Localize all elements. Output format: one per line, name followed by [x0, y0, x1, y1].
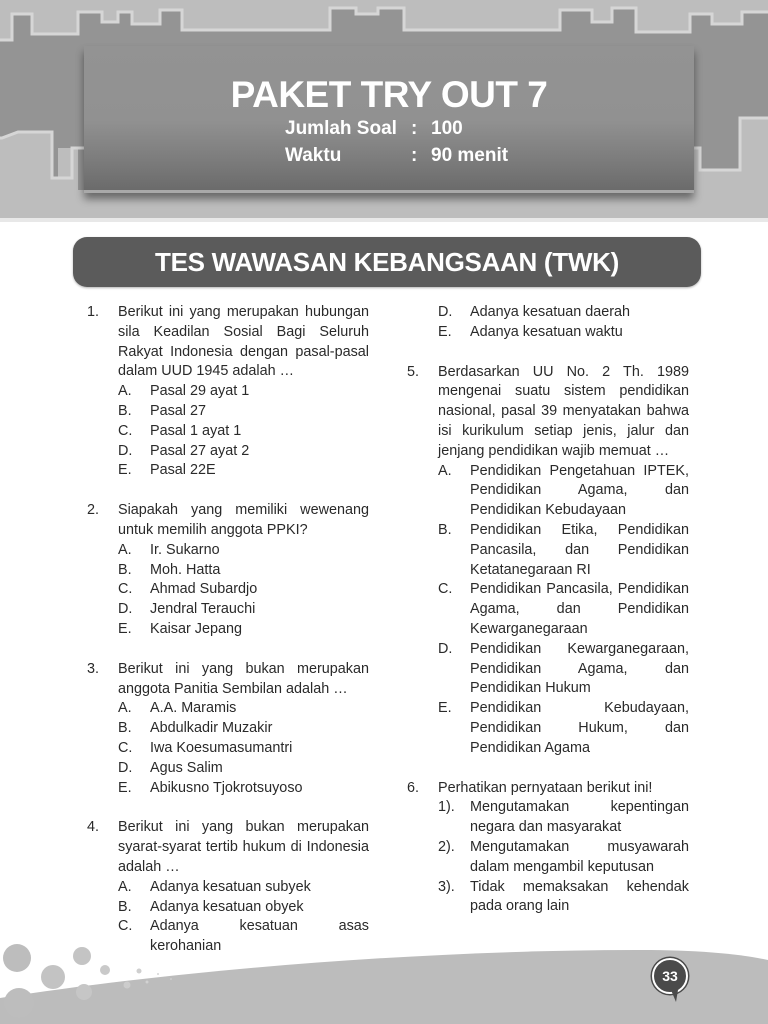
option-text: Iwa Koesumasumantri: [150, 739, 293, 756]
question-text: Perhatikan pernyataan berikut ini!: [438, 779, 653, 796]
option-letter: C.: [118, 739, 133, 756]
option-letter: A.: [118, 541, 132, 558]
question-1: [87, 303, 369, 481]
option-letter: D.: [118, 601, 133, 618]
statement-number: 1).: [438, 799, 455, 816]
option-b: [118, 561, 369, 581]
option-list: [118, 382, 369, 481]
question-5: [407, 363, 689, 759]
statement-3: [438, 878, 689, 918]
option-text: Adanya kesatuan waktu: [470, 323, 623, 340]
option-text: Pasal 27 ayat 2: [150, 442, 250, 459]
option-d: [118, 442, 369, 462]
option-letter: D.: [118, 442, 133, 459]
option-d: [118, 759, 369, 779]
info-row-duration: [285, 145, 508, 172]
option-text: Adanya kesatuan asas kerohanian: [150, 918, 369, 955]
option-b: [118, 898, 369, 918]
option-b: [118, 719, 369, 739]
option-text: Pendidikan Kebudayaan, Pendidikan Hukum, dan Pendidikan Agama: [470, 700, 689, 756]
question-text: Berdasarkan UU No. 2 Th. 1989 mengenai suatu sistem pendidikan nasional, pasal 39 menyatakan bahwa isi kurikulum setiap jenis, jalur dan jenjang pendidikan wajib memuat …: [438, 363, 689, 459]
option-letter: B.: [438, 521, 452, 538]
option-a: [118, 382, 369, 402]
option-letter: B.: [118, 898, 132, 915]
info-value: 100: [431, 118, 463, 139]
option-text: Adanya kesatuan subyek: [150, 878, 311, 895]
option-text: Ahmad Subardjo: [150, 581, 258, 598]
option-letter: E.: [118, 779, 132, 796]
option-letter: D.: [438, 640, 453, 657]
option-letter: B.: [118, 720, 132, 737]
question-2: [87, 501, 369, 640]
statement-number: 2).: [438, 838, 455, 855]
statement-1: [438, 798, 689, 838]
option-letter: A.: [118, 878, 132, 895]
statement-text: Mengutamakan kepentingan negara dan masyarakat: [470, 799, 689, 836]
right-column: [407, 303, 689, 937]
option-c: [118, 580, 369, 600]
option-letter: B.: [118, 561, 132, 578]
option-letter: E.: [438, 323, 452, 340]
info-colon: :: [411, 145, 418, 166]
question-number: 3.: [87, 660, 100, 677]
question-text: Berikut ini yang merupakan hubungan sila Keadilan Sosial Bagi Seluruh Rakyat Indonesia dengan pasal-pasal dalam UUD 1945 adalah …: [118, 304, 369, 380]
page-badge-pointer: [671, 990, 678, 1002]
statement-text: Mengutamakan musyawarah dalam mengambil keputusan: [470, 838, 689, 875]
option-letter: A.: [438, 462, 452, 479]
option-letter: E.: [438, 700, 452, 717]
info-label: Waktu: [285, 145, 342, 166]
option-text: Adanya kesatuan daerah: [470, 304, 631, 320]
option-text: Kaisar Jepang: [150, 620, 243, 637]
option-letter: D.: [438, 304, 453, 320]
option-text: A.A. Maramis: [150, 700, 237, 717]
option-text: Pendidikan Etika, Pendidikan Pancasila, dan Pendidikan Ketatanegaraan RI: [470, 521, 689, 578]
option-c: [438, 580, 689, 639]
test-info: [285, 118, 508, 172]
option-list: [118, 699, 369, 798]
option-text: Moh. Hatta: [150, 561, 221, 578]
option-c: [118, 422, 369, 442]
question-text: Berikut ini yang bukan merupakan syarat-syarat tertib hukum di Indonesia adalah …: [118, 819, 369, 875]
option-letter: A.: [118, 383, 132, 400]
option-text: Agus Salim: [150, 759, 223, 776]
question-number: 4.: [87, 819, 100, 836]
statement-text: Tidak memaksakan kehendak pada orang lain: [470, 878, 689, 915]
option-e: [438, 323, 689, 343]
question-3: [87, 660, 369, 799]
option-b: [438, 521, 689, 580]
option-e: [118, 779, 369, 799]
option-d: [118, 600, 369, 620]
question-6: [407, 779, 689, 918]
option-text: Abdulkadir Muzakir: [150, 720, 273, 737]
title-banner: [84, 46, 694, 193]
option-letter: A.: [118, 700, 132, 717]
option-text: Pendidikan Pengetahuan IPTEK, Pendidikan Agama, dan Pendidikan Kebudayaan: [470, 462, 689, 519]
option-text: Pasal 29 ayat 1: [150, 383, 250, 400]
question-number: 2.: [87, 502, 100, 519]
info-colon: :: [411, 118, 418, 139]
question-number: 1.: [87, 304, 100, 320]
option-letter: E.: [118, 462, 132, 479]
option-d: [438, 303, 689, 323]
option-a: [118, 541, 369, 561]
statement-number: 3).: [438, 878, 455, 895]
statement-2: [438, 838, 689, 878]
option-text: Pendidikan Kewarganegaraan, Pendidikan Agama, dan Pendidikan Hukum: [470, 640, 689, 697]
option-b: [118, 402, 369, 422]
option-d: [438, 640, 689, 699]
option-list: [118, 541, 369, 640]
question-number: 6.: [407, 779, 420, 796]
option-letter: C.: [118, 581, 133, 598]
option-letter: C.: [438, 581, 453, 598]
statement-list: [438, 798, 689, 917]
question-4-continued: [407, 303, 689, 343]
option-list: [438, 462, 689, 759]
option-letter: E.: [118, 620, 132, 637]
info-label: Jumlah Soal: [285, 118, 397, 139]
option-text: Pasal 1 ayat 1: [150, 422, 242, 439]
option-e: [118, 461, 369, 481]
option-text: Pasal 27: [150, 402, 207, 419]
option-letter: D.: [118, 759, 133, 776]
header-banner-area: [0, 0, 768, 222]
option-text: Pasal 22E: [150, 462, 216, 479]
option-letter: B.: [118, 402, 132, 419]
option-e: [118, 620, 369, 640]
option-letter: C.: [118, 422, 133, 439]
page-number-badge: 33: [652, 958, 688, 994]
section-title: TES WAWASAN KEBANGSAAN (TWK): [73, 237, 701, 287]
option-text: Jendral Terauchi: [150, 601, 256, 618]
option-text: Ir. Sukarno: [150, 541, 220, 558]
info-row-question-count: [285, 118, 508, 145]
option-text: Pendidikan Pancasila, Pendidikan Agama, dan Pendidikan Kewarganegaraan: [470, 581, 689, 637]
option-e: [438, 699, 689, 758]
option-letter: C.: [118, 918, 133, 935]
option-a: [438, 462, 689, 521]
info-value: 90 menit: [431, 145, 509, 166]
option-a: [118, 699, 369, 719]
left-column: [87, 303, 369, 977]
option-c: [118, 739, 369, 759]
question-text: Siapakah yang memiliki wewenang untuk memilih anggota PPKI?: [118, 502, 369, 538]
option-text: Abikusno Tjokrotsuyoso: [150, 779, 303, 796]
option-text: Adanya kesatuan obyek: [150, 898, 304, 915]
question-text: Berikut ini yang bukan merupakan anggota Panitia Sembilan adalah …: [118, 660, 369, 697]
page-title: PAKET TRY OUT 7: [230, 74, 548, 115]
option-a: [118, 878, 369, 898]
question-number: 5.: [407, 363, 420, 380]
option-list: [438, 303, 689, 343]
